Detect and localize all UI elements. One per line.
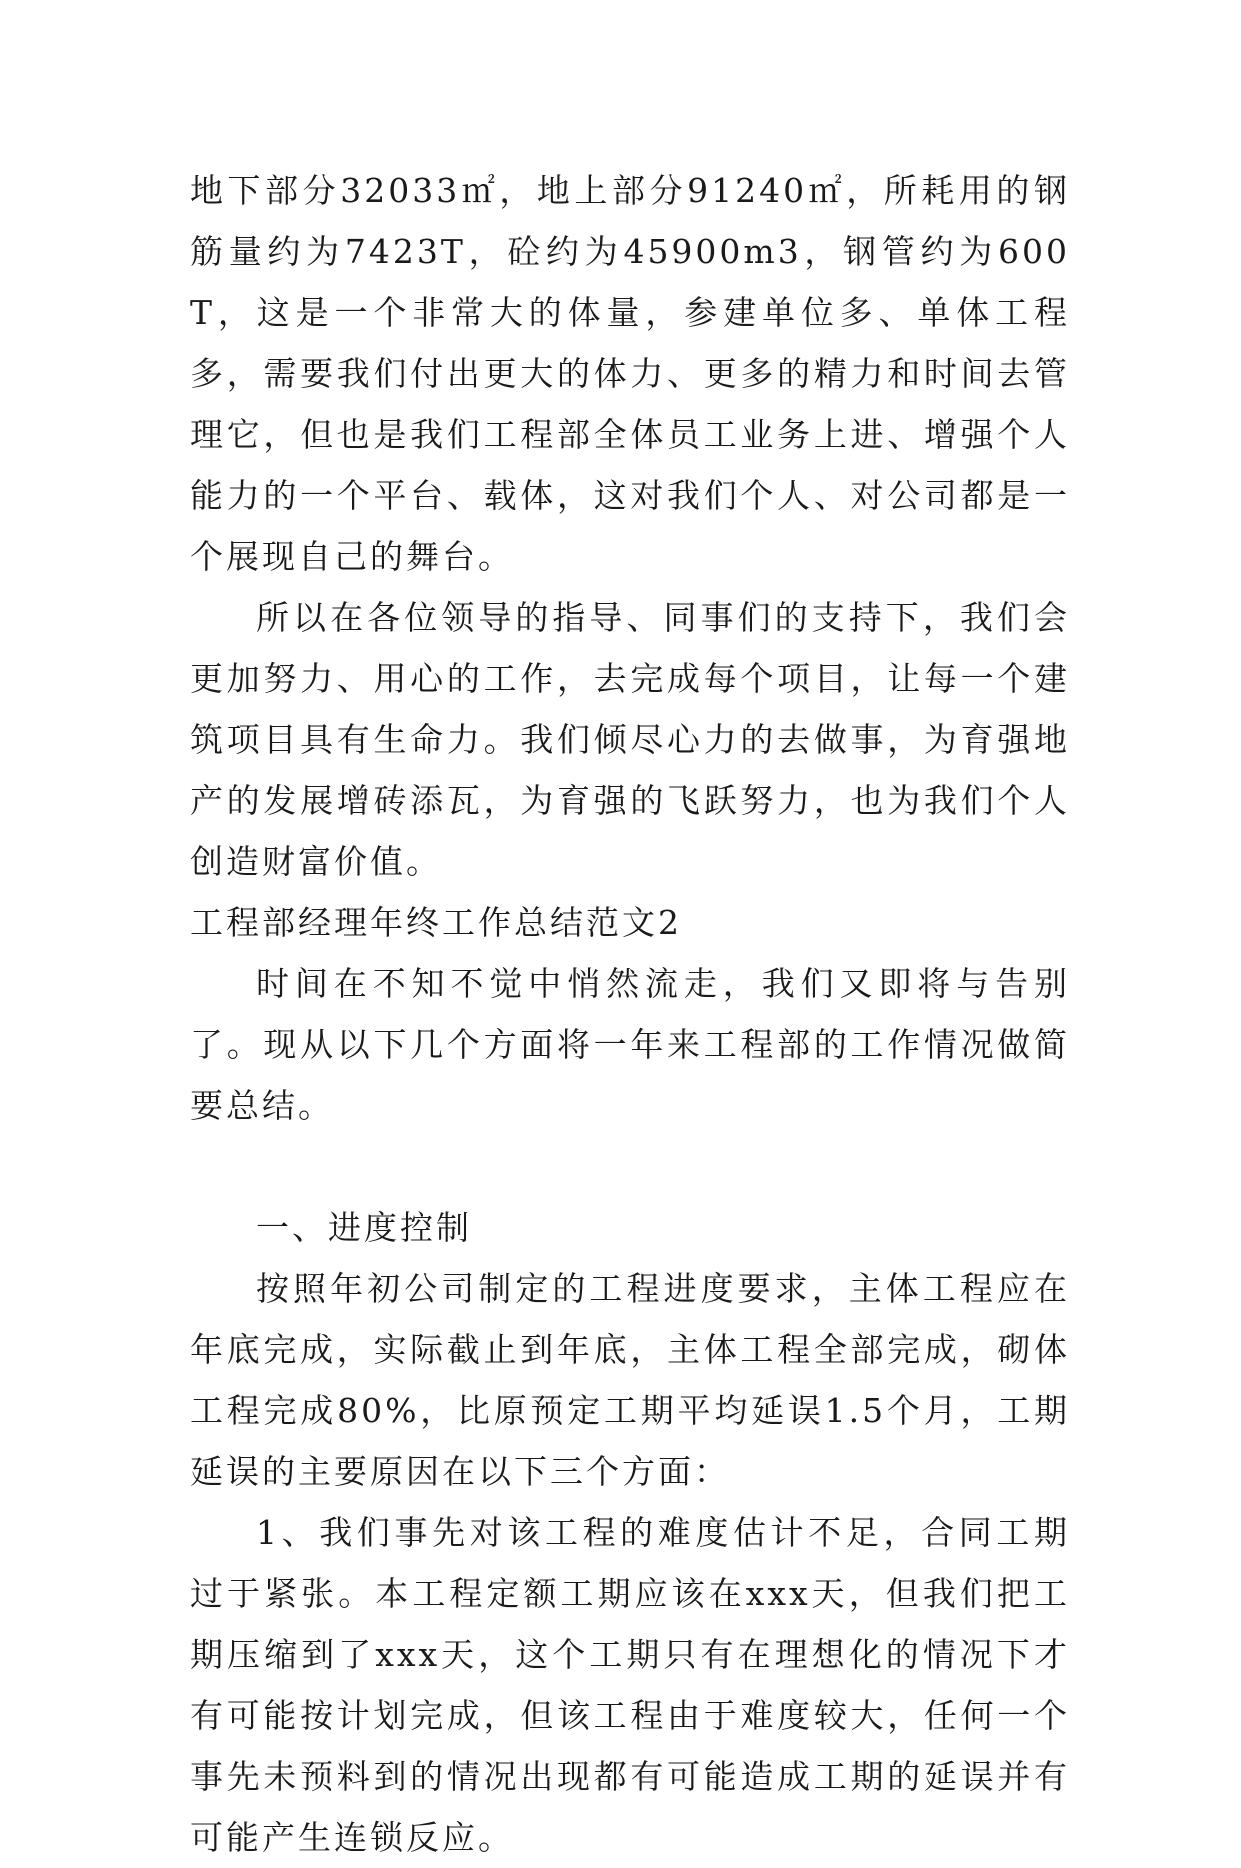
paragraph-building-volume: 地下部分32033㎡，地上部分91240㎡，所耗用的钢筋量约为7423T，砼约为45900m3，钢管约为600T，这是一个非常大的体量，参建单位多、单体工程多，需要我们付出更大的体力、更多的精力和时间去管理它，但也是我们工程部全体员工业务上进、增强个人能力的一个平台、载体，这对我们个人、对公司都是一个展现自己的舞台。	[190, 171, 1070, 576]
paragraph-progress-requirement: 按照年初公司制定的工程进度要求，主体工程应在年底完成，实际截止到年底，主体工程全部完成，砌体工程完成80%，比原预定工期平均延误1.5个月，工期延误的主要原因在以下三个方面：	[190, 1269, 1070, 1491]
paragraph-effort-commitment: 所以在各位领导的指导、同事们的支持下，我们会更加努力、用心的工作，去完成每个项目，让每一个建筑项目具有生命力。我们倾尽心力的去做事，为育强地产的发展增砖添瓦，为育强的飞跃努力，也为我们个人创造财富价值。	[190, 598, 1070, 881]
document-title-2: 工程部经理年终工作总结范文2	[190, 903, 682, 942]
section-heading-progress-control: 一、进度控制	[256, 1208, 472, 1247]
paragraph-reason-1: 1、我们事先对该工程的难度估计不足，合同工期过于紧张。本工程定额工期应该在xxx天，但我们把工期压缩到了xxx天，这个工期只有在理想化的情况下才有可能按计划完成，但该工程由于难度较大，任何一个事先未预料到的情况出现都有可能造成工期的延误并有可能产生连锁反应。	[190, 1513, 1070, 1857]
paragraph-intro: 时间在不知不觉中悄然流走，我们又即将与告别了。现从以下几个方面将一年来工程部的工作情况做简要总结。	[190, 964, 1070, 1125]
document-body	[190, 160, 1070, 1868]
